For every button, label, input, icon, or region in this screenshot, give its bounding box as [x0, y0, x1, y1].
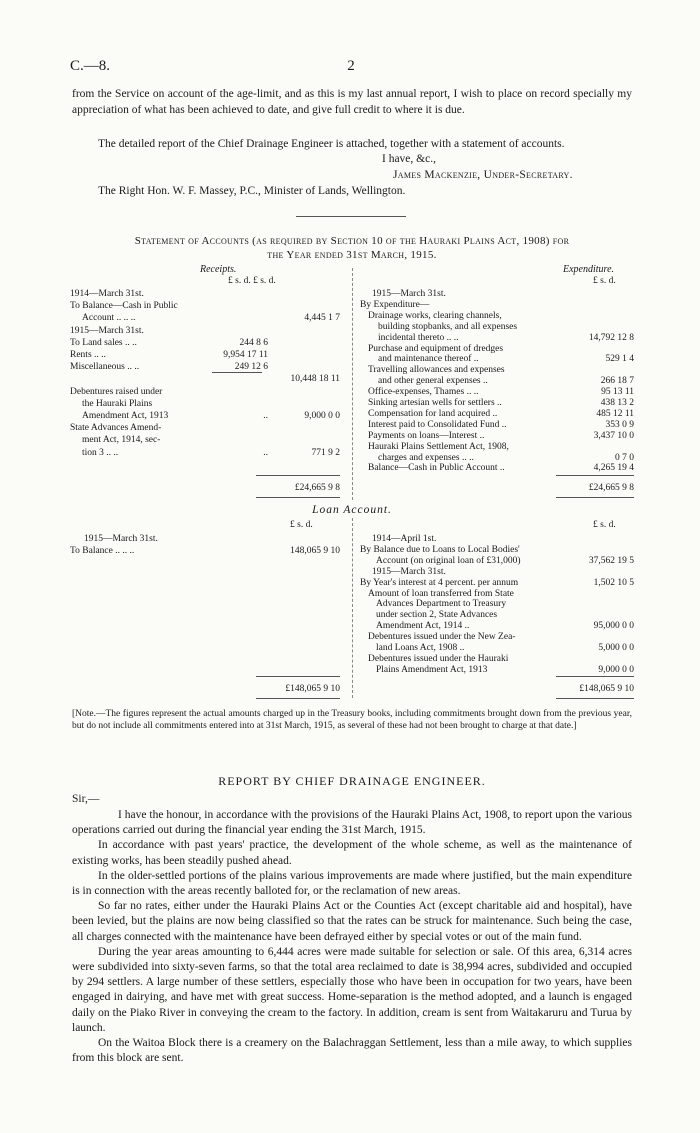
receipts-row: To Balance—Cash in Public: [70, 301, 178, 312]
receipts-row: 1914—March 31st.: [70, 289, 144, 299]
loan-right-row: By Balance due to Loans to Local Bodies': [360, 544, 520, 555]
column-separator: [352, 268, 353, 500]
receipts-row: ment Act, 1914, sec-: [82, 435, 161, 446]
intro-paragraph: from the Service on account of the age-limit, and as this is my last annual report, I wish to place on record specially my appreciation of what has been achieved to date, and give full credit to where it is due.: [72, 88, 632, 116]
attachment-text: The detailed report of the Chief Drainage Engineer is attached, together with a statement of accounts.: [98, 138, 565, 150]
expenditure-row: and other general expenses .. 266 18 7: [378, 376, 634, 387]
loan-right-row: Amendment Act, 1914 .. 95,000 0 0: [376, 621, 634, 632]
receipts-row: To Land sales .. .. 244 8 6: [70, 337, 268, 348]
closing-phrase: I have, &c.,: [382, 153, 436, 165]
page-header: [70, 58, 632, 78]
intro-attachment-paragraph: [72, 136, 632, 152]
receipts-row: 1915—March 31st.: [70, 325, 144, 336]
statement-subtitle: the Year ended 31st March, 1915.: [267, 249, 437, 261]
subtotal-rule: [212, 372, 262, 373]
loan-right-row: Debentures issued under the Hauraki: [368, 653, 509, 664]
expenditure-row: incidental thereto .. .. 14,792 12 8: [378, 332, 634, 343]
loan-units-right: £ s. d.: [593, 520, 616, 530]
report-paragraph: On the Waitoa Block there is a creamery on the Balachraggan Settlement, less than a mile away, to which supplies from this block are sent.: [72, 1037, 632, 1065]
receipts-row: State Advances Amend-: [70, 423, 162, 434]
receipts-units: £ s. d. £ s. d.: [228, 276, 276, 286]
expenditure-total: £24,665 9 8: [588, 483, 634, 493]
expenditure-row: Hauraki Plains Settlement Act, 1908,: [368, 441, 509, 452]
loan-right-total: £148,065 9 10: [579, 684, 634, 694]
expenditure-double-rule: [556, 497, 634, 498]
loan-left-double-rule: [256, 698, 340, 699]
report-paragraph: During the year areas amounting to 6,444 acres were made suitable for selection or sale. Of this area, 6,314 acres were subdivided into sixty-seven farms, so that the total area reclaimed to date is 38,994 acres, subdivided and occupied by 294 settlers. A large number of these settlers, especially those who have been in occupation for two years, have been engaged in dairying, and have met with great success. Home-separation is the method adopted, and a launch is engaged daily on the Piako River in conveying the cream to the factory. In addition, cream is sent from Waitakaruru and Turua by launch.: [72, 945, 632, 1034]
report-paragraph: In accordance with past years' practice, the development of the whole scheme, as well as the maintenance of existing works, has been steadily pushed ahead.: [72, 839, 632, 867]
loan-right-row: Amount of loan transferred from State: [368, 588, 514, 599]
loan-right-row: Account (on original loan of £31,000) 37,562 19 5: [376, 555, 634, 566]
expenditure-row: building stopbanks, and all expenses: [378, 321, 518, 332]
receipts-row: Account .. .. .. 4,445 1 7: [82, 313, 340, 324]
loan-left-total: £148,065 9 10: [285, 684, 340, 694]
report-body: [72, 808, 632, 1066]
report-paragraph: I have the honour, in accordance with the provisions of the Hauraki Plains Act, 1908, to report upon the various operations carried out during the financial year ending the 31st March, 1915.: [72, 809, 632, 837]
expenditure-row: Purchase and equipment of dredges: [368, 343, 504, 354]
receipts-row: Rents .. .. 9,954 17 11: [70, 350, 268, 360]
loan-right-row: Plains Amendment Act, 1913 9,000 0 0: [376, 664, 634, 675]
report-paragraph: So far no rates, either under the Hauraki Plains Act or the Counties Act (except charitable aid and hospital), have been levied, but the plains are now being classified so that the rates can be struck for maintenance. Such being the case, all charges connected with the maintenance have been defrayed either by special votes or out of the main fund.: [72, 900, 632, 943]
receipts-row: Amendment Act, 1913 .. 9,000 0 0: [82, 411, 340, 421]
expenditure-row: Travelling allowances and expenses: [368, 365, 505, 376]
expenditure-row: and maintenance thereof .. 529 1 4: [378, 354, 634, 365]
expenditure-row: Payments on loans—Interest .. 3,437 10 0: [368, 430, 634, 441]
report-paragraph: In the older-settled portions of the plains various improvements are made where justified, but the main expenditure is in connection with the areas recently balloted for, or the reclamation of new areas.: [72, 869, 632, 898]
loan-right-row: under section 2, State Advances: [376, 610, 498, 621]
loan-account-title: Loan Account.: [312, 504, 392, 516]
receipts-row: the Hauraki Plains: [82, 398, 153, 409]
report-title: REPORT BY CHIEF DRAINAGE ENGINEER.: [218, 774, 486, 788]
expenditure-row: Balance—Cash in Public Account .. 4,265 19 4: [368, 463, 634, 474]
expenditure-row: Interest paid to Consolidated Fund .. 353 0 9: [368, 419, 634, 430]
receipts-row: Miscellaneous .. .. 249 12 6: [70, 362, 268, 373]
loan-right-double-rule: [556, 698, 634, 699]
page-number: 2: [347, 58, 355, 74]
expenditure-total-rule: [556, 475, 634, 476]
addressee: The Right Hon. W. F. Massey, P.C., Minister of Lands, Wellington.: [98, 185, 406, 197]
loan-column-separator: [352, 518, 353, 698]
expenditure-row: 1915—March 31st.: [372, 289, 446, 299]
expenditure-heading: Expenditure.: [563, 264, 615, 275]
expenditure-row: Drainage works, clearing channels,: [368, 310, 502, 321]
loan-units-left: £ s. d.: [290, 520, 313, 530]
loan-right-row: 1915—March 31st.: [372, 566, 446, 577]
signature: James Mackenzie, Under-Secretary.: [393, 169, 573, 181]
receipts-heading: Receipts.: [200, 264, 237, 275]
receipts-row: Debentures raised under: [70, 386, 163, 397]
loan-right-total-rule: [556, 676, 634, 677]
receipts-row: tion 3 .. .. .. 771 9 2: [82, 447, 340, 458]
loan-right-row: Debentures issued under the New Zea-: [368, 632, 516, 643]
loan-left-row: To Balance .. .. .. 148,065 9 10: [70, 546, 340, 556]
loan-right-row: 1914—April 1st.: [372, 534, 437, 544]
salutation: Sir,—: [72, 793, 100, 805]
loan-right-row: land Loans Act, 1908 .. 5,000 0 0: [376, 643, 634, 653]
loan-right-row: Advances Department to Treasury: [376, 599, 507, 610]
loan-right-row: By Year's interest at 4 percent. per annum 1,502 10 5: [360, 577, 634, 588]
accounts-note: [Note.—The figures represent the actual amounts charged up in the Treasury books, including commitments brought down from the previous year, but do not include all commitments entered into at 31st March, 1915, as several of these had not been brought to charge at that date.]: [72, 709, 632, 731]
section-divider: [296, 216, 406, 217]
receipts-total-rule: [256, 475, 340, 476]
loan-left-total-rule: [256, 676, 340, 677]
receipts-double-rule: [256, 497, 340, 498]
document-reference: C.—8.: [70, 58, 111, 74]
expenditure-row: Office-expenses, Thames .. .. 95 13 11: [368, 387, 634, 398]
receipts-row: 10,448 18 11: [290, 374, 340, 385]
expenditure-row: By Expenditure—: [360, 299, 430, 310]
expenditure-row: charges and expenses .. .. 0 7 0: [378, 452, 634, 463]
statement-title: Statement of Accounts (as required by Section 10 of the Hauraki Plains Act, 1908) for: [134, 235, 570, 247]
expenditure-row: Compensation for land acquired .. 485 12 11: [368, 408, 634, 419]
expenditure-units: £ s. d.: [593, 276, 616, 286]
receipts-total: £24,665 9 8: [294, 483, 340, 493]
expenditure-row: Sinking artesian wells for settlers .. 438 13 2: [368, 398, 634, 408]
loan-left-row: 1915—March 31st.: [84, 534, 158, 544]
